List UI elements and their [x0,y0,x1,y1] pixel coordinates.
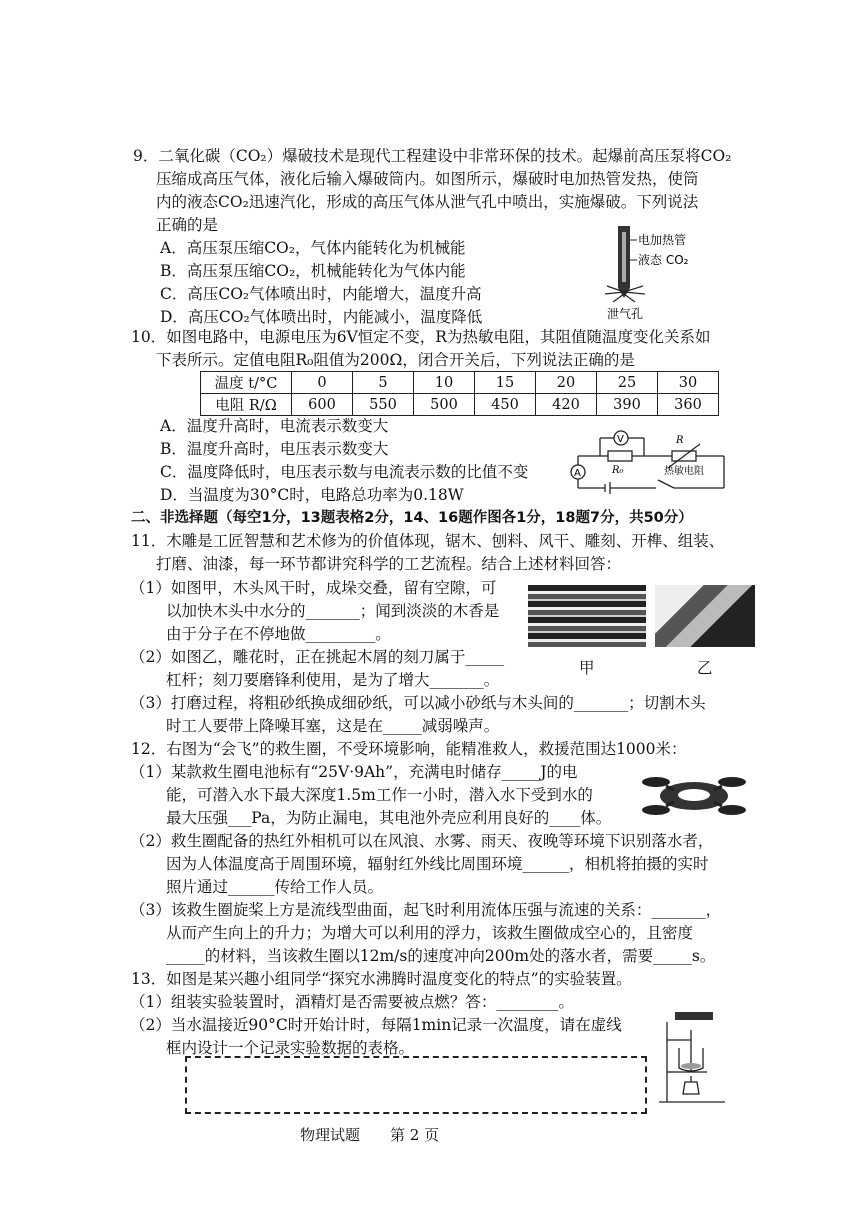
carving-photo [655,585,755,647]
section-2-heading: 二、非选择题（每空1分，13题表格2分，14、16题作图各1分，18题7分，共50分） [131,510,693,526]
table-cell: 360 [658,394,719,416]
table-cell: 温度 t/°C [201,372,292,394]
table-cell: 10 [414,372,475,394]
table-cell: 25 [597,372,658,394]
q10-line-1: 10．如图电路中，电源电压为6V恒定不变，R为热敏电阻，其阻值随温度变化关系如 [131,328,711,346]
wood-stack-photo [528,585,646,647]
table-cell: 500 [414,394,475,416]
r-label: R [676,435,684,446]
q11-line-1: 11．木雕是工匠智慧和艺术修为的价值体现，锯木、刨料、风干、雕刻、开榫、组装、 [131,532,725,550]
boiling-apparatus-figure [655,1010,730,1110]
page-footer: 物理试题 第 2 页 [300,1126,440,1144]
photo-label-jia: 甲 [579,659,595,677]
ammeter-label: A [574,468,581,479]
q10-line-2: 下表所示。定值电阻R₀阻值为200Ω，闭合开关后，下列说法正确的是 [156,351,635,369]
q9-line-2: 压缩成高压气体，液化后输入爆破筒内。如图所示，爆破时电加热管发热，使筒 [156,170,699,188]
table-cell: 600 [292,394,353,416]
q13-line-4: 框内设计一个记录实验数据的表格。 [166,1039,415,1057]
table-cell: 20 [536,372,597,394]
q9-line-3: 内的液态CO₂迅速汽化，形成的高压气体从泄气孔中喷出，实施爆破。下列说法 [156,193,699,211]
q12-line-3: 能，可潜入水下最大深度1.5m工作一小时，潜入水下受到水的 [166,786,593,804]
voltmeter-label: V [617,434,624,445]
heater-label: 电加热管 [638,233,687,247]
q9-option-a: A．高压泵压缩CO₂，气体内能转化为机械能 [160,239,466,257]
thermistor-label: 热敏电阻 [664,466,704,477]
table-row [201,372,719,394]
q10-option-c: C．温度降低时，电压表示数与电流表示数的比值不变 [160,463,529,481]
q10-option-b: B．温度升高时，电压表示数变大 [160,440,389,458]
q13-line-3: （2）当水温接近90°C时开始计时，每隔1min记录一次温度，请在虚线 [130,1016,622,1034]
vent-label: 泄气孔 [607,307,644,321]
q12-line-8: （3）该救生圈旋桨上方是流线型曲面，起飞时利用流体压强与流速的关系：_______， [130,901,722,919]
q9-line-1: 9．二氧化碳（CO₂）爆破技术是现代工程建设中非常环保的技术。起爆前高压泵将CO₂ [133,147,732,165]
q12-line-2: （1）某款救生圈电池标有“25V·9Ah”，充满电时储存_____J的电 [130,763,578,781]
liquid-co2-label: 液态 CO₂ [638,253,689,267]
q12-line-10: _____的材料，当该救生圈以12m/s的速度冲向200m处的落水者，需要_____s。 [166,947,716,965]
q10-option-a: A．温度升高时，电流表示数变大 [160,417,389,435]
q11-line-8: （3）打磨过程，将粗砂纸换成细砂纸，可以减小砂纸与木头间的_______；切割木头 [130,694,706,712]
table-cell: 390 [597,394,658,416]
table-cell: 0 [292,372,353,394]
table-cell: 30 [658,372,719,394]
table-cell: 5 [353,372,414,394]
q11-line-7: 杠杆；刻刀要磨锋利使用，是为了增大_______。 [166,671,500,689]
table-cell: 电阻 R/Ω [201,394,292,416]
q13-line-2: （1）组装实验装置时，酒精灯是否需要被点燃？答：________。 [130,993,574,1011]
q9-option-b: B．高压泵压缩CO₂，机械能转化为气体内能 [160,262,466,280]
photo-label-yi: 乙 [697,659,713,677]
q9-option-d: D．高压CO₂气体喷出时，内能减小，温度降低 [160,308,483,326]
q11-line-2: 打磨、油漆，每一环节都讲究科学的工艺流程。结合上述材料回答： [156,555,622,573]
q12-line-6: 因为人体温度高于周围环境，辐射红外线比周围环境______，相机将拍摄的实时 [166,855,709,873]
q13-line-1: 13．如图是某兴趣小组同学“探究水沸腾时温度变化的特点”的实验装置。 [131,970,632,988]
circuit-diagram [560,428,740,500]
q12-line-4: 最大压强___Pa，为防止漏电，其电池外壳应利用良好的____体。 [166,809,612,827]
q12-line-7: 照片通过______传给工作人员。 [166,878,384,896]
q11-line-6: （2）如图乙，雕花时，正在挑起木屑的刻刀属于_____ [130,648,505,666]
q12-line-5: （2）救生圈配备的热红外相机可以在风浪、水雾、雨天、夜晚等环境下识别落水者， [130,832,714,850]
q12-line-1: 12．右图为“会飞”的救生圈，不受环境影响，能精准救人，救援范围达1000米： [131,740,687,758]
resistance-table [200,371,719,416]
q11-line-5: 由于分子在不停地做_________。 [166,625,391,643]
table-cell: 550 [353,394,414,416]
answer-table-dashed-box [185,1056,647,1114]
table-cell: 450 [475,394,536,416]
table-cell: 15 [475,372,536,394]
q9-line-4: 正确的是 [156,216,219,234]
q10-option-d: D．当温度为30°C时，电路总功率为0.18W [160,486,464,504]
q11-line-4: 以加快木头中水分的_______；闻到淡淡的木香是 [166,602,500,620]
q9-option-c: C．高压CO₂气体喷出时，内能增大，温度升高 [160,285,482,303]
table-cell: 420 [536,394,597,416]
q11-line-9: 时工人要带上降噪耳塞，这是在_____减弱噪声。 [166,717,500,735]
table-row [201,394,719,416]
r0-label: R₀ [612,465,624,476]
flying-lifebuoy-figure [640,768,748,822]
q12-line-9: 从而产生向上的升力；为增大可以利用的浮力，该救生圈做成空心的，且密度 [166,924,694,942]
co2-tube-figure [565,222,700,322]
q11-line-3: （1）如图甲，木头风干时，成垛交叠，留有空隙，可 [130,579,497,597]
